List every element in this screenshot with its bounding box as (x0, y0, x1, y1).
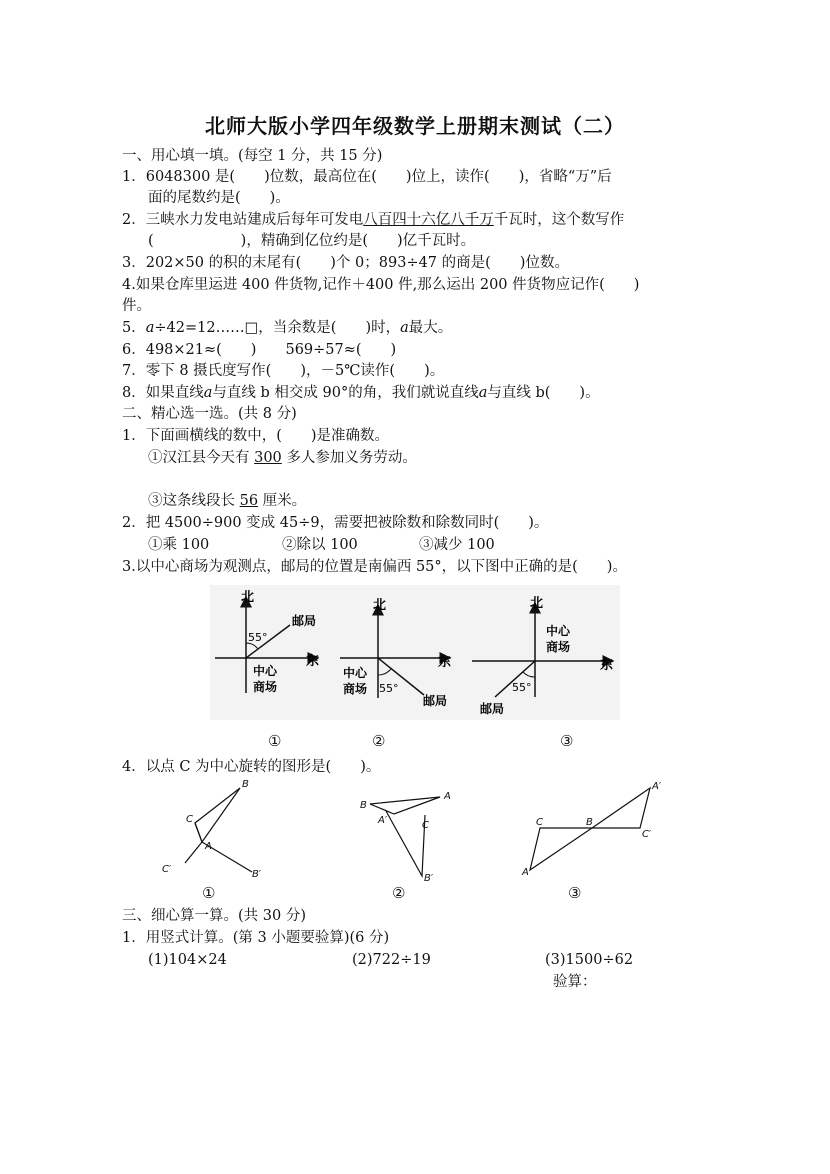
triangle-abc (195, 788, 240, 842)
center-label-1: 中心 (253, 664, 278, 678)
compass-figure (210, 585, 620, 720)
point-a: A (444, 791, 451, 802)
s2-q2: 2．把 4500÷900 变成 45÷9，需要把被除数和除数同时( )。 (122, 515, 549, 531)
triangle-bac (370, 797, 440, 814)
rotation-figure (150, 775, 670, 885)
point-b: B (242, 779, 249, 790)
point-a-prime: A′ (378, 815, 388, 826)
s1-q8-post: 与直线 b( )。 (487, 385, 600, 401)
s2-q2-option-1: ①乘 100 (148, 537, 210, 553)
north-label: 北 (241, 590, 255, 605)
east-label: 东 (600, 658, 614, 673)
s1-q5-pre: 5． (122, 320, 146, 336)
s2-q1: 1．下面画横线的数中，( )是准确数。 (122, 428, 390, 444)
s3-problem-1: (1)104×24 (148, 952, 227, 968)
page-title: 北师大版小学四年级数学上册期末测试（二） (205, 114, 625, 138)
point-c-prime: C′ (162, 864, 172, 875)
point-c: C (536, 817, 543, 828)
s1-q1-line1: 1．6048300 是( )位数，最高位在( )位上，读作( )，省略“万”后 (122, 169, 612, 185)
s1-q8 (122, 383, 600, 403)
point-b: B (586, 817, 593, 828)
q3-option-label-1: ① (268, 732, 282, 750)
rotation-shape-2 (370, 797, 440, 876)
s2-q4: 4．以点 C 为中心旋转的图形是( )。 (122, 759, 381, 775)
point-c: C (422, 820, 429, 831)
point-c-prime: C′ (642, 829, 652, 840)
north-label: 北 (530, 596, 544, 611)
triangle-ac-b (185, 842, 252, 872)
s1-q5 (122, 318, 452, 338)
s2-q1-o1-post: 多人参加义务劳动。 (286, 450, 417, 466)
s1-q2-line2: ( )，精确到亿位约是( )亿千瓦时。 (148, 233, 476, 249)
section-1-heading: 一、用心填一填。(每空 1 分，共 15 分) (122, 148, 383, 164)
s1-q1-line2: 面的尾数约是( )。 (148, 190, 290, 206)
s1-q8-mid: 与直线 b 相交成 90°的角，我们就说直线 (212, 385, 479, 401)
post-office-label: 邮局 (480, 702, 505, 716)
s1-q8-var-a: a (203, 385, 213, 401)
triangle-a-b-c (386, 811, 425, 876)
s2-q1-o3-pre: ③这条线段长 (148, 493, 235, 509)
north-label: 北 (373, 598, 387, 613)
s1-q7: 7．零下 8 摄氏度写作( )，－5℃读作( )。 (122, 363, 445, 379)
east-label: 东 (306, 654, 320, 669)
s2-q1-o3-underlined: 56 (239, 493, 259, 509)
s2-q2-option-2: ②除以 100 (282, 537, 358, 553)
segment-ca (195, 823, 202, 842)
s2-q1-o1-pre: ①汉江县今天有 (148, 450, 250, 466)
s3-problem-2: (2)722÷19 (352, 952, 431, 968)
center-label-1: 中心 (546, 624, 571, 638)
point-a: A (205, 841, 212, 852)
s1-q2-post: 千瓦时，这个数写作 (493, 212, 625, 228)
s1-q8-pre: 8．如果直线 (122, 385, 204, 401)
s2-q3: 3.以中心商场为观测点，邮局的位置是南偏西 55°，以下图中正确的是( )。 (122, 559, 627, 575)
triangle-b-a-c (592, 788, 650, 828)
q4-option-label-2: ② (392, 884, 406, 902)
rotation-shape-3 (530, 788, 650, 870)
post-office-label: 邮局 (292, 614, 317, 628)
s1-q5-mid: ÷42=12……□，当余数是( )时， (154, 320, 401, 336)
s1-q5-post: 最大。 (408, 320, 453, 336)
s1-q5-var-a2: a (400, 320, 409, 336)
s1-q3: 3．202×50 的积的末尾有( )个 0；893÷47 的商是( )位数。 (122, 255, 569, 271)
center-label-2: 商场 (546, 640, 571, 654)
section-3-heading: 三、细心算一算。(共 30 分) (122, 908, 306, 924)
s2-q1-o3-post: 厘米。 (262, 493, 307, 509)
s3-check-label: 验算： (553, 974, 597, 990)
s2-q1-option-1 (148, 448, 417, 468)
point-a-prime: A′ (652, 781, 662, 792)
section-2-heading: 二、精心选一选。(共 8 分) (122, 406, 297, 422)
angle-label: 55° (248, 631, 268, 644)
s1-q2-underlined-number: 八百四十六亿八千万 (363, 212, 494, 228)
s3-q1: 1．用竖式计算。(第 3 小题要验算)(6 分) (122, 930, 390, 946)
point-a: A (522, 867, 529, 878)
center-label-2: 商场 (343, 682, 368, 696)
angle-label: 55° (512, 681, 532, 694)
q3-option-label-2: ② (372, 732, 386, 750)
post-office-label: 邮局 (423, 694, 448, 708)
s2-q1-o1-underlined: 300 (254, 450, 282, 466)
east-label: 东 (438, 655, 452, 670)
s1-q4-line2: 件。 (122, 298, 151, 314)
s3-problem-3: (3)1500÷62 (545, 952, 634, 968)
s1-q5-var-a: a (145, 320, 155, 336)
s2-q2-option-3: ③减少 100 (419, 537, 495, 553)
s1-q6: 6．498×21≈( ) 569÷57≈( ) (122, 342, 397, 358)
s1-q2-line1 (122, 210, 624, 230)
point-b-prime: B′ (252, 869, 262, 880)
point-b: B (360, 800, 367, 811)
point-c: C (186, 814, 193, 825)
triangle-cba (530, 828, 592, 870)
s1-q8-var-a2: a (478, 385, 488, 401)
q4-option-label-3: ③ (568, 884, 582, 902)
s1-q4-line1: 4.如果仓库里运进 400 件货物,记作＋400 件,那么运出 200 件货物应记作( ) (122, 277, 640, 293)
point-b-prime: B′ (424, 873, 434, 884)
q3-option-label-3: ③ (560, 732, 574, 750)
center-label-1: 中心 (343, 666, 368, 680)
q4-option-label-1: ① (202, 884, 216, 902)
rotation-shape-1 (185, 788, 252, 872)
s1-q2-pre: 2．三峡水力发电站建成后每年可发电 (122, 212, 364, 228)
center-label-2: 商场 (253, 680, 278, 694)
s2-q1-option-3 (148, 491, 306, 511)
angle-label: 55° (379, 682, 399, 695)
